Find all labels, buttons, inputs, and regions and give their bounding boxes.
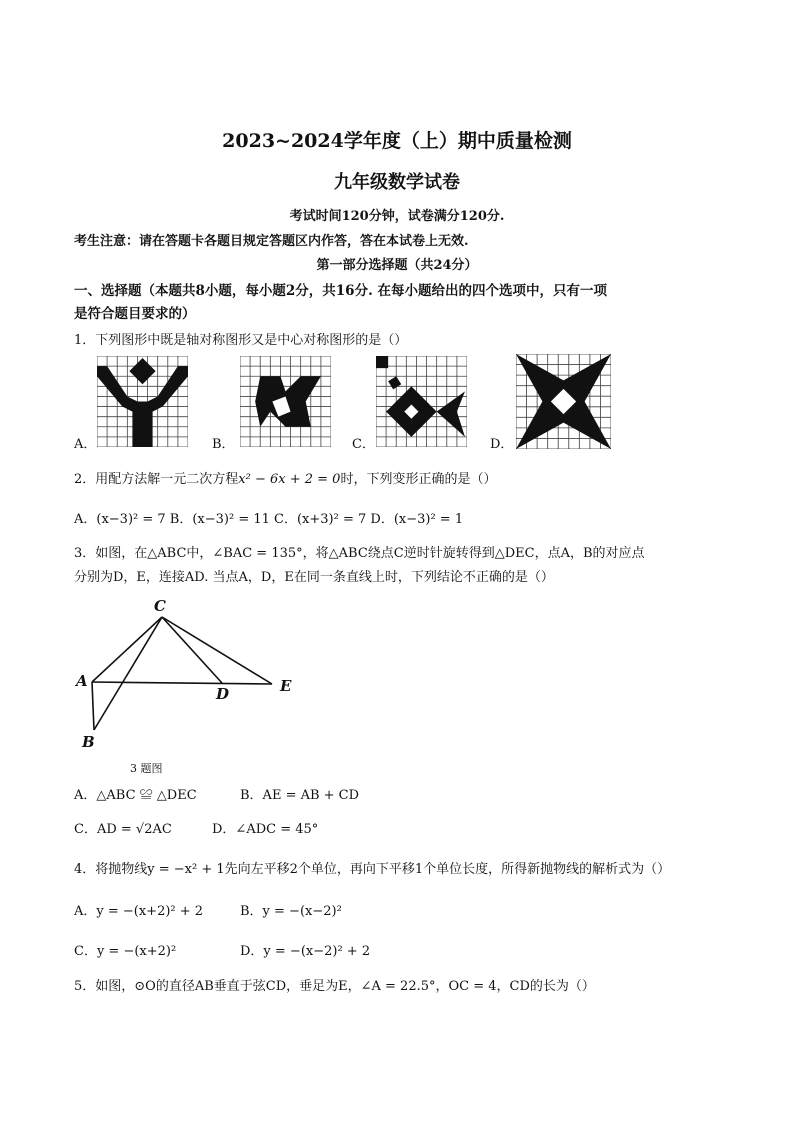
segment-ce bbox=[162, 617, 272, 684]
q4-option-c: C．y = −(x+2)² bbox=[74, 944, 177, 959]
q1-figure-a bbox=[97, 356, 188, 447]
exam-title: 2023~2024学年度（上）期中质量检测 bbox=[222, 130, 572, 152]
q1-figure-c bbox=[376, 356, 467, 447]
q3-option-a: A．△ABC ≌ △DEC bbox=[74, 788, 197, 803]
q5-stem: 5．如图，⊙O的直径AB垂直于弦CD，垂足为E，∠A = 22.5°，OC = 4，CD的长为（） bbox=[74, 979, 595, 994]
q3-option-c: C．AD = √2AC bbox=[74, 822, 172, 837]
point-c-label: C bbox=[154, 597, 166, 615]
q4-option-b: B．y = −(x−2)² bbox=[240, 904, 342, 919]
exam-subtitle: 九年级数学试卷 bbox=[334, 172, 460, 193]
q4-option-a: A．y = −(x+2)² + 2 bbox=[74, 904, 204, 919]
q2-stem-pre: 2．用配方法解一元二次方程 bbox=[74, 472, 239, 487]
section1-line1: 一、选择题（本题共8小题，每小题2分，共16分. 在每小题给出的四个选项中，只有一项 bbox=[74, 283, 607, 299]
q1-label-c: C． bbox=[352, 437, 375, 452]
q1-figure-b bbox=[240, 356, 331, 447]
part-one-heading: 第一部分选择题（共24分） bbox=[316, 258, 478, 273]
q1-stem: 1．下列图形中既是轴对称图形又是中心对称图形的是（） bbox=[74, 333, 408, 348]
segment-ac bbox=[92, 617, 162, 682]
q3-option-b: B．AE = AB + CD bbox=[240, 788, 360, 803]
q4-stem: 4．将抛物线y = −x² + 1先向左平移2个单位，再向下平移1个单位长度，所得新抛物线的解析式为（） bbox=[74, 862, 671, 877]
point-a-label: A bbox=[76, 672, 88, 690]
q1-label-a: A． bbox=[74, 437, 97, 452]
q1-label-b: B． bbox=[212, 437, 235, 452]
q2-equation: x² − 6x + 2 = 0 bbox=[238, 472, 341, 487]
notice: 考生注意：请在答题卡各题目规定答题区内作答，答在本试卷上无效. bbox=[74, 234, 469, 249]
time-note: 考试时间120分钟，试卷满分120分. bbox=[289, 209, 505, 224]
q2-stem bbox=[74, 468, 496, 487]
segment-cb bbox=[94, 617, 162, 730]
point-d-label: D bbox=[216, 685, 230, 703]
q4-option-d: D．y = −(x−2)² + 2 bbox=[240, 944, 371, 959]
q3-diagram bbox=[72, 595, 312, 755]
q3-option-d: D．∠ADC = 45° bbox=[212, 822, 319, 837]
q3-caption: 3 题图 bbox=[130, 762, 163, 775]
q3-line2: 分别为D，E，连接AD. 当点A，D，E在同一条直线上时，下列结论不正确的是（） bbox=[74, 570, 554, 585]
q1-label-d: D． bbox=[490, 437, 514, 452]
point-b-label: B bbox=[82, 733, 95, 751]
q2-stem-post: 时，下列变形正确的是（） bbox=[340, 472, 497, 487]
segment-ae bbox=[92, 682, 272, 684]
point-e-label: E bbox=[280, 677, 292, 695]
q3-line1: 3．如图，在△ABC中，∠BAC = 135°，将△ABC绕点C逆时针旋转得到△DEC，点A，B的对应点 bbox=[74, 546, 645, 561]
q1-figure-d bbox=[516, 354, 611, 449]
segment-cd bbox=[162, 617, 222, 683]
q2-options: A．(x−3)² = 7 B．(x−3)² = 11 C．(x+3)² = 7 D．(x−3)² = 1 bbox=[74, 512, 464, 527]
segment-ab bbox=[92, 682, 94, 730]
section1-line2: 是符合题目要求的） bbox=[74, 306, 196, 322]
